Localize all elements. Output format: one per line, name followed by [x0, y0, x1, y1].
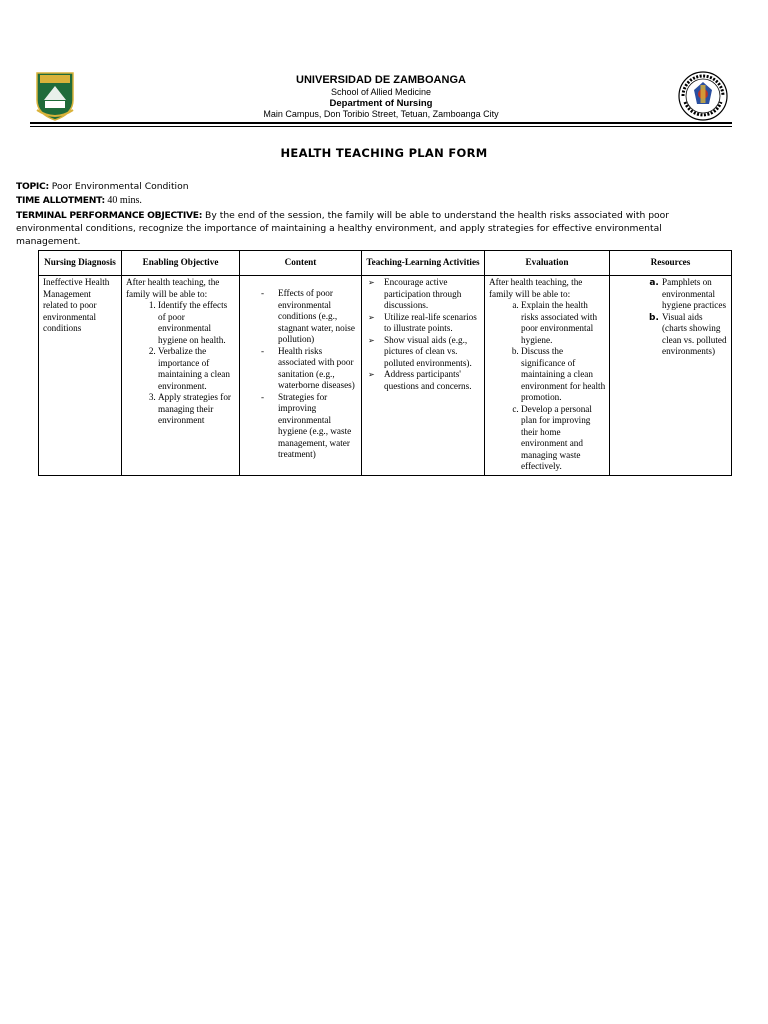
- list-item: - Health risks associated with poor sanitation (e.g., waterborne diseases): [278, 346, 358, 392]
- objective-list: [126, 300, 236, 427]
- header-teaching-learning-activities: Teaching-Learning Activities: [362, 251, 485, 276]
- header-rule-thick: [30, 122, 732, 124]
- school-seal-logo: [676, 70, 730, 122]
- document-header: [30, 68, 732, 124]
- list-item: b. Discuss the significance of maintaining a clean environment for health promotion.: [521, 346, 606, 404]
- topic-label: TOPIC:: [16, 181, 49, 192]
- list-item: 2. Verbalize the importance of maintaining a clean environment.: [158, 346, 236, 392]
- content-list: [244, 288, 358, 461]
- topic-value: Poor Environmental Condition: [48, 181, 189, 192]
- list-item: - Strategies for improving environmental hygiene (e.g., waste management, water treatment): [278, 392, 358, 461]
- list-item: a. Pamphlets on environmental hygiene practices: [662, 277, 728, 312]
- header-evaluation: Evaluation: [485, 251, 610, 276]
- header-resources: Resources: [610, 251, 732, 276]
- form-title: HEALTH TEACHING PLAN FORM: [280, 146, 488, 160]
- list-item: b. Visual aids (charts showing clean vs. polluted environments): [662, 312, 728, 358]
- time-allotment-label: TIME ALLOTMENT:: [16, 195, 105, 206]
- health-teaching-plan-table: [38, 250, 732, 476]
- header-enabling-objective: Enabling Objective: [122, 251, 240, 276]
- resources-cell: [610, 276, 732, 476]
- list-item: c. Develop a personal plan for improving their home environment and managing waste effectively.: [521, 404, 606, 473]
- objective-intro: After health teaching, the family will be able to:: [126, 277, 220, 299]
- table-header-row: [39, 251, 732, 276]
- list-item: - Effects of poor environmental conditions (e.g., stagnant water, noise pollution): [278, 288, 358, 346]
- campus-address: Main Campus, Don Toribio Street, Tetuan, Zamboanga City: [263, 109, 499, 119]
- enabling-objective-cell: [122, 276, 240, 476]
- evaluation-intro: After health teaching, the family will be able to:: [489, 277, 583, 299]
- terminal-objective-value: By the end of the session, the family will be able to understand the health risks associated with poor environmental conditions, recognize the importance of maintaining a healthy environment, and apply strategies for effective environmental management.: [16, 210, 670, 247]
- topic-line: [16, 180, 716, 193]
- header-content: Content: [240, 251, 362, 276]
- activities-list: [366, 277, 481, 392]
- terminal-objective-label: TERMINAL PERFORMANCE OBJECTIVE:: [16, 210, 203, 221]
- time-allotment-line: [16, 194, 716, 207]
- header-nursing-diagnosis: Nursing Diagnosis: [39, 251, 122, 276]
- list-item: ➢ Encourage active participation through discussions.: [384, 277, 481, 312]
- list-item: ➢ Utilize real-life scenarios to illustrate points.: [384, 312, 481, 335]
- header-rule-thin: [30, 126, 732, 127]
- list-item: ➢ Show visual aids (e.g., pictures of clean vs. polluted environments).: [384, 335, 481, 370]
- department-name: Department of Nursing: [329, 98, 433, 109]
- list-item: 3. Apply strategies for managing their environment: [158, 392, 236, 427]
- school-name: School of Allied Medicine: [330, 87, 432, 97]
- terminal-objective-line: [16, 209, 716, 248]
- activities-cell: [362, 276, 485, 476]
- evaluation-list: [489, 300, 606, 473]
- resources-list: [614, 277, 728, 358]
- university-name: UNIVERSIDAD DE ZAMBOANGA: [296, 74, 466, 86]
- evaluation-cell: [485, 276, 610, 476]
- list-item: ➢ Address participants' questions and concerns.: [384, 369, 481, 392]
- content-cell: [240, 276, 362, 476]
- nursing-diagnosis-cell: Ineffective Health Management related to poor environmental conditions: [39, 276, 122, 476]
- list-item: 1. Identify the effects of poor environmental hygiene on health.: [158, 300, 236, 346]
- time-allotment-value: 40 mins.: [104, 195, 142, 206]
- table-row: [39, 276, 732, 476]
- list-item: a. Explain the health risks associated with poor environmental hygiene.: [521, 300, 606, 346]
